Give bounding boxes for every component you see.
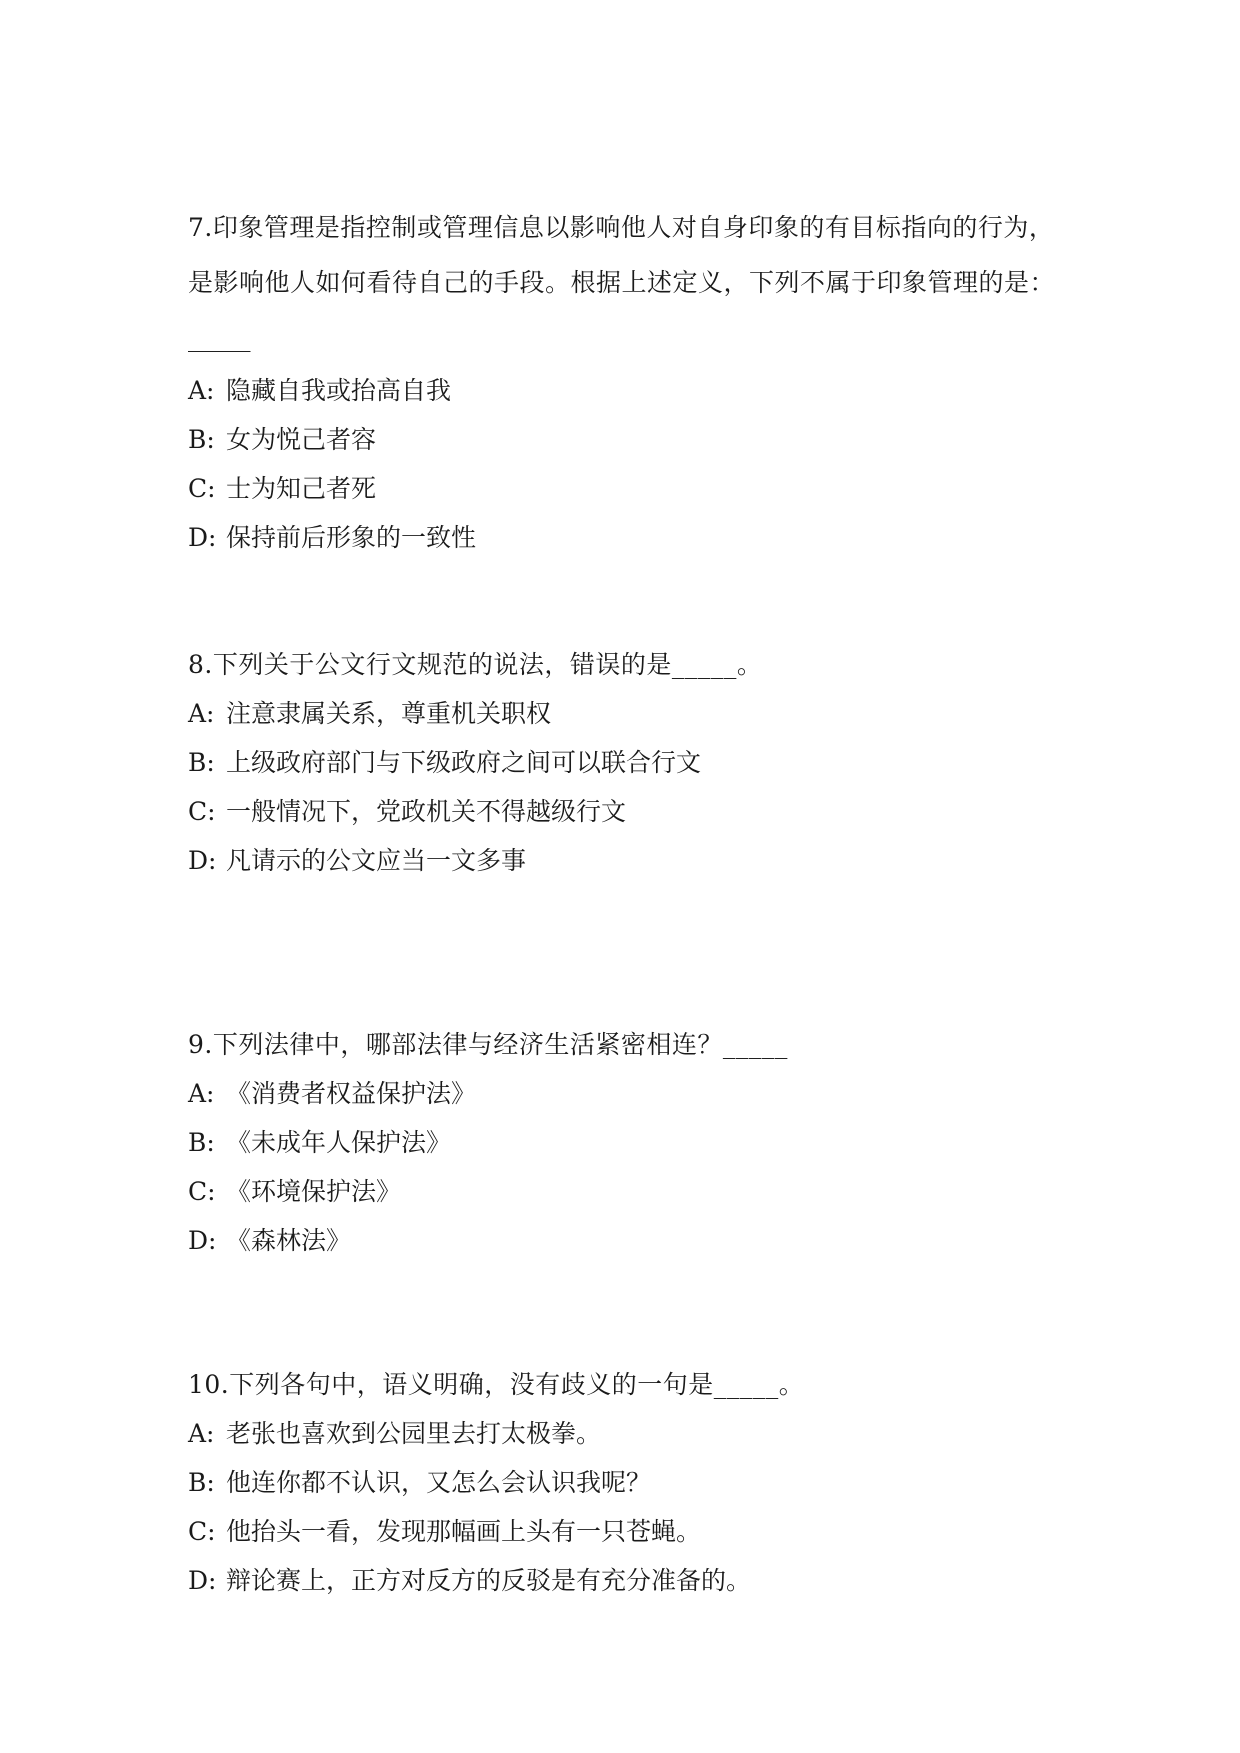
option-letter: C: — [188, 474, 216, 503]
option-b — [188, 1458, 1068, 1507]
option-letter: A: — [188, 1079, 215, 1108]
question-9 — [188, 1020, 1068, 1265]
option-a — [188, 366, 1068, 415]
option-letter: B: — [188, 1128, 215, 1157]
option-a — [188, 1409, 1068, 1458]
option-letter: D: — [188, 523, 217, 552]
question-10 — [188, 1360, 1068, 1605]
option-text: 一般情况下，党政机关不得越级行文 — [226, 797, 627, 826]
question-stem: 7.印象管理是指控制或管理信息以影响他人对自身印象的有目标指向的行为，是影响他人如何看待自己的手段。根据上述定义，下列不属于印象管理的是： — [188, 213, 1056, 297]
answer-blank: _____ — [188, 323, 251, 352]
option-text: 女为悦己者容 — [226, 425, 377, 454]
option-text: 《环境保护法》 — [226, 1177, 402, 1206]
option-c — [188, 1507, 1068, 1556]
option-text: 隐藏自我或抬高自我 — [226, 376, 452, 405]
option-letter: D: — [188, 1566, 217, 1595]
option-letter: B: — [188, 425, 215, 454]
option-c — [188, 787, 1068, 836]
option-letter: C: — [188, 797, 216, 826]
option-d — [188, 513, 1068, 562]
option-text: 他抬头一看，发现那幅画上头有一只苍蝇。 — [226, 1517, 702, 1546]
option-b — [188, 1118, 1068, 1167]
question-stem: 8.下列关于公文行文规范的说法，错误的是_____。 — [188, 650, 763, 679]
option-b — [188, 415, 1068, 464]
option-b — [188, 738, 1068, 787]
option-a — [188, 1069, 1068, 1118]
option-text: 老张也喜欢到公园里去打太极拳。 — [226, 1419, 602, 1448]
option-letter: D: — [188, 1226, 217, 1255]
option-letter: B: — [188, 748, 215, 777]
option-text: 注意隶属关系，尊重机关职权 — [226, 699, 552, 728]
option-letter: A: — [188, 1419, 215, 1448]
option-letter: A: — [188, 699, 215, 728]
question-stem: 9.下列法律中，哪部法律与经济生活紧密相连？_____ — [188, 1030, 788, 1059]
option-text: 士为知己者死 — [226, 474, 377, 503]
option-text: 保持前后形象的一致性 — [226, 523, 477, 552]
question-7 — [188, 200, 1068, 562]
option-d — [188, 1216, 1068, 1265]
option-d — [188, 1556, 1068, 1605]
option-c — [188, 1167, 1068, 1216]
option-letter: D: — [188, 846, 217, 875]
option-letter: B: — [188, 1468, 215, 1497]
option-letter: A: — [188, 376, 215, 405]
option-text: 《森林法》 — [226, 1226, 352, 1255]
option-text: 《消费者权益保护法》 — [226, 1079, 477, 1108]
option-text: 他连你都不认识，又怎么会认识我呢？ — [226, 1468, 652, 1497]
option-text: 凡请示的公文应当一文多事 — [226, 846, 527, 875]
option-c — [188, 464, 1068, 513]
option-letter: C: — [188, 1177, 216, 1206]
question-stem: 10.下列各句中，语义明确，没有歧义的一句是_____。 — [188, 1370, 805, 1399]
option-letter: C: — [188, 1517, 216, 1546]
option-a — [188, 689, 1068, 738]
option-d — [188, 836, 1068, 885]
option-text: 辩论赛上，正方对反方的反驳是有充分准备的。 — [226, 1566, 752, 1595]
question-8 — [188, 640, 1068, 885]
option-text: 《未成年人保护法》 — [226, 1128, 452, 1157]
option-text: 上级政府部门与下级政府之间可以联合行文 — [226, 748, 702, 777]
